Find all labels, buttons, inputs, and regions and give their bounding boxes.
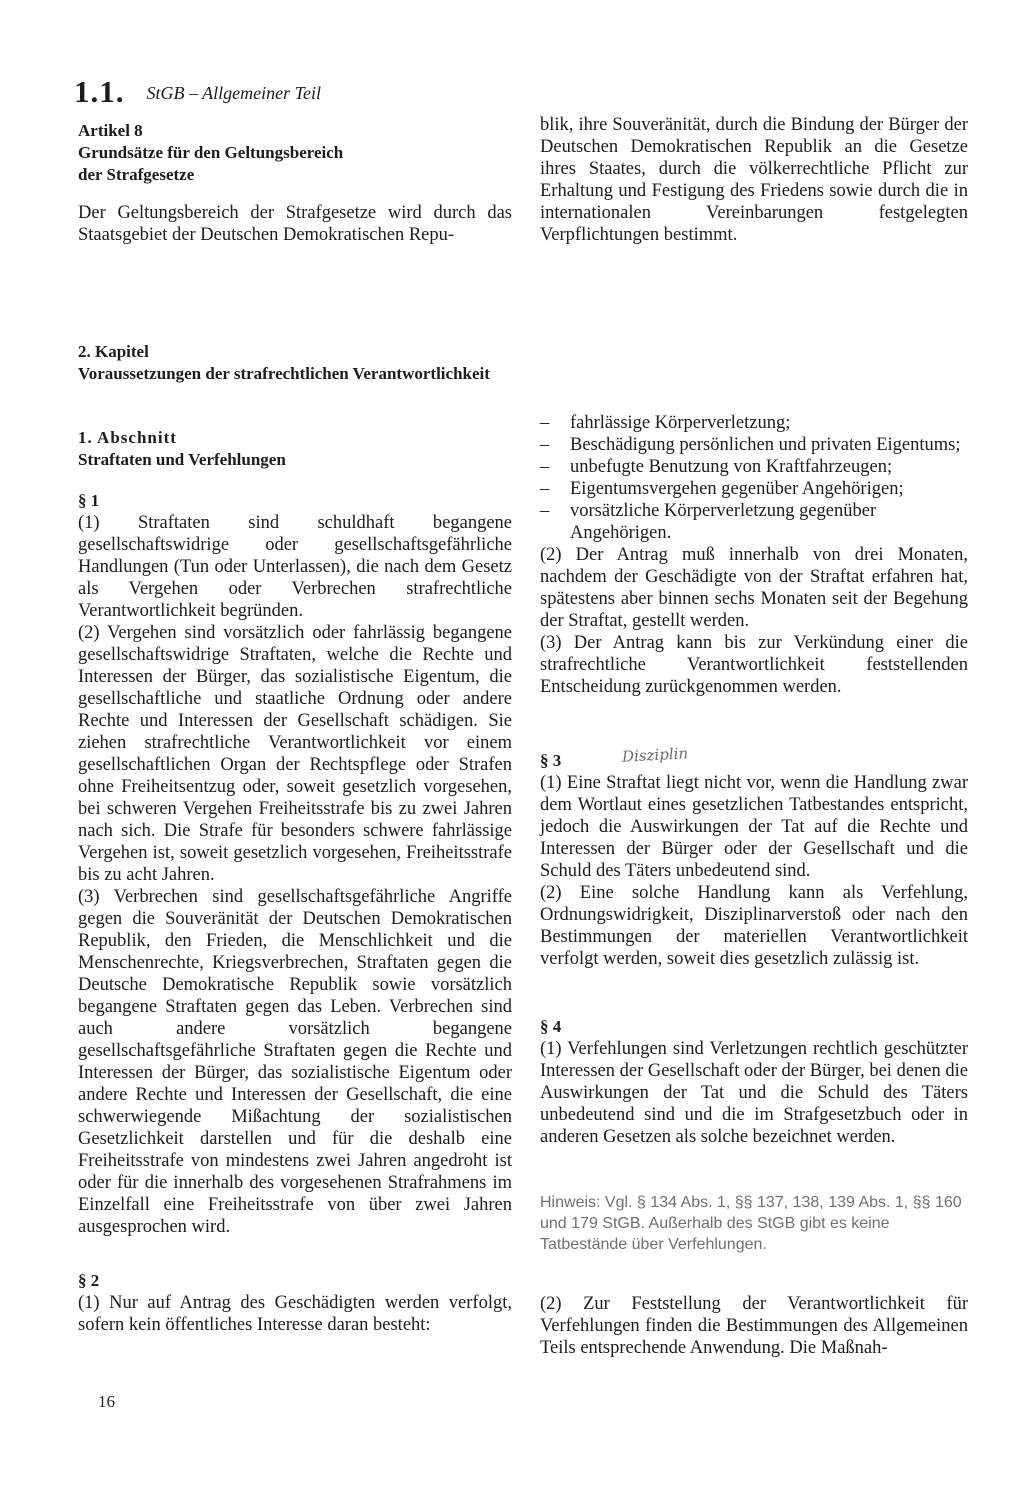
section-heading bbox=[78, 427, 512, 471]
paragraph-2-abs-1: (1) Nur auf Antrag des Geschädigten werden verfolgt, sofern kein öffentliches Interesse daran besteht: bbox=[78, 1293, 512, 1335]
paragraph-4-sign: § 4 bbox=[540, 1017, 562, 1036]
paragraph-2-continuation bbox=[540, 412, 968, 698]
paragraph-1 bbox=[78, 490, 512, 1238]
article-number: Artikel 8 bbox=[78, 121, 143, 140]
paragraph-3 bbox=[540, 750, 968, 970]
section-title: StGB – Allgemeiner Teil bbox=[146, 83, 321, 103]
page-number: 16 bbox=[98, 1392, 115, 1411]
paragraph-3-abs-1: (1) Eine Straftat liegt nicht vor, wenn die Handlung zwar dem Wortlaut eines gesetzlichen Tatbestandes entspricht, jedoch die Auswirkungen der Tat auf die Rechte und Interessen der Bürger oder der Gesellschaft und die Schuld des Täters unbedeutend sind. bbox=[540, 773, 968, 881]
section-number: 1.1. bbox=[74, 74, 125, 109]
handwritten-annotation: Disziplin bbox=[621, 744, 689, 766]
article-title-line2: der Strafgesetze bbox=[78, 165, 195, 184]
article-8-text-left: Der Geltungsbereich der Strafgesetze wird durch das Staatsgebiet der Deutschen Demokratischen Repu- bbox=[78, 203, 512, 245]
paragraph-4 bbox=[540, 1016, 968, 1148]
paragraph-1-sign: § 1 bbox=[78, 491, 100, 510]
paragraph-2-list bbox=[540, 412, 968, 544]
section-number-label: 1. Abschnitt bbox=[78, 428, 177, 447]
paragraph-1-abs-2: (2) Vergehen sind vorsätzlich oder fahrlässig begangene gesellschaftswidrige Straftaten, welche die Rechte und Interessen der Bürger, das sozialistische Eigentum, die gesellschaftliche und staatliche Ordnung oder andere Rechte und Interessen der Gesellschaft schädigen. Sie ziehen strafrechtliche Verantwortlichkeit vor einem gesellschaftlichen Organ der Rechtspflege oder Strafen ohne Freiheitsentzug oder, soweit gesetzlich vorgesehen, bei schweren Vergehen Freiheitsstrafe bis zu zwei Jahren nach sich. Die Strafe für besonders schwere fahrlässige Vergehen ist, soweit gesetzlich vorgesehen, Freiheitsstrafe bis zu acht Jahren. bbox=[78, 623, 512, 885]
paragraph-2 bbox=[78, 1270, 512, 1336]
list-item: – unbefugte Benutzung von Kraftfahrzeugen; bbox=[540, 456, 968, 478]
list-item: – vorsätzliche Körperverletzung gegenüber Angehörigen. bbox=[540, 500, 968, 544]
paragraph-1-abs-3: (3) Verbrechen sind gesellschaftsgefährliche Angriffe gegen die Souveränität der Deutschen Demokratischen Republik, den Frieden, die Menschlichkeit und die Menschenrechte, Kriegsverbrechen, Straftaten gegen die Deutsche Demokratische Republik sowie vorsätzlich begangene Straftaten gegen das Leben. Verbrechen sind auch andere vorsätzlich begangene gesellschaftsgefährliche Straftaten gegen die Rechte und Interessen der Bürger, das sozialistische Eigentum oder andere Rechte und Interessen der Gesellschaft, die eine schwerwiegende Mißachtung der sozialistischen Gesetzlichkeit darstellen und für die deshalb eine Freiheitsstrafe von mindestens zwei Jahren angedroht ist oder für die innerhalb des vorgesehenen Strafrahmens im Einzelfall eine Freiheitsstrafe von über zwei Jahren ausgesprochen wird. bbox=[78, 887, 512, 1237]
article-8-heading bbox=[78, 120, 512, 186]
running-header bbox=[74, 74, 321, 110]
paragraph-2-abs-2: (2) Der Antrag muß innerhalb von drei Monaten, nachdem der Geschädigte von der Straftat erfahren hat, spätestens aber binnen sechs Monaten seit der Begehung der Straftat, gestellt werden. bbox=[540, 545, 968, 631]
list-item: – Eigentumsvergehen gegenüber Angehörigen; bbox=[540, 478, 968, 500]
section-title-label: Straftaten und Verfehlungen bbox=[78, 450, 286, 469]
list-item: – fahrlässige Körperverletzung; bbox=[540, 412, 968, 434]
chapter-number: 2. Kapitel bbox=[78, 342, 149, 361]
paragraph-4-abs-1: (1) Verfehlungen sind Verletzungen rechtlich geschützter Interessen der Gesellschaft oder der Bürger, bei denen die Auswirkungen der Tat und die Schuld des Täters unbedeutend sind und die im Strafgesetzbuch oder in anderen Gesetzen als solche bezeichnet werden. bbox=[540, 1039, 968, 1147]
list-item: – Beschädigung persönlichen und privaten Eigentums; bbox=[540, 434, 968, 456]
article-title-line1: Grundsätze für den Geltungsbereich bbox=[78, 143, 344, 162]
paragraph-3-sign: § 3 bbox=[540, 751, 562, 770]
paragraph-2-sign: § 2 bbox=[78, 1271, 100, 1290]
paragraph-3-abs-2: (2) Eine solche Handlung kann als Verfehlung, Ordnungswidrigkeit, Disziplinarverstoß oder nach den Bestimmungen der materiellen Verantwortlichkeit verfolgt werden, soweit dies gesetzlich zulässig ist. bbox=[540, 883, 968, 969]
paragraph-4-abs-2: (2) Zur Feststellung der Verantwortlichkeit für Verfehlungen finden die Bestimmungen des Allgemeinen Teils entsprechende Anwendung. Die Maßnah- bbox=[540, 1294, 968, 1358]
paragraph-2-abs-3: (3) Der Antrag kann bis zur Verkündung einer die strafrechtliche Verantwortlichkeit feststellenden Entscheidung zurückgenommen werden. bbox=[540, 633, 968, 697]
paragraph-1-abs-1: (1) Straftaten sind schuldhaft begangene gesellschaftswidrige oder gesellschaftsgefährliche Handlungen (Tun oder Unterlassen), die nach dem Gesetz als Vergehen oder Verbrechen strafrechtliche Verantwortlichkeit begründen. bbox=[78, 513, 512, 621]
reference-note: Hinweis: Vgl. § 134 Abs. 1, §§ 137, 138, 139 Abs. 1, §§ 160 und 179 StGB. Außerhalb des StGB gibt es keine Tatbestände über Verfehlungen. bbox=[540, 1194, 962, 1253]
chapter-title: Voraussetzungen der strafrechtlichen Verantwortlichkeit bbox=[78, 364, 490, 383]
article-8-text-right: blik, ihre Souveränität, durch die Bindung der Bürger der Deutschen Demokratischen Republik an die Gesetze ihres Staates, durch die völkerrechtliche Pflicht zur Erhaltung und Festigung des Friedens sowie durch die in internationalen Vereinbarungen festgelegten Verpflichtungen bestimmt. bbox=[540, 115, 968, 245]
chapter-heading bbox=[78, 341, 968, 385]
